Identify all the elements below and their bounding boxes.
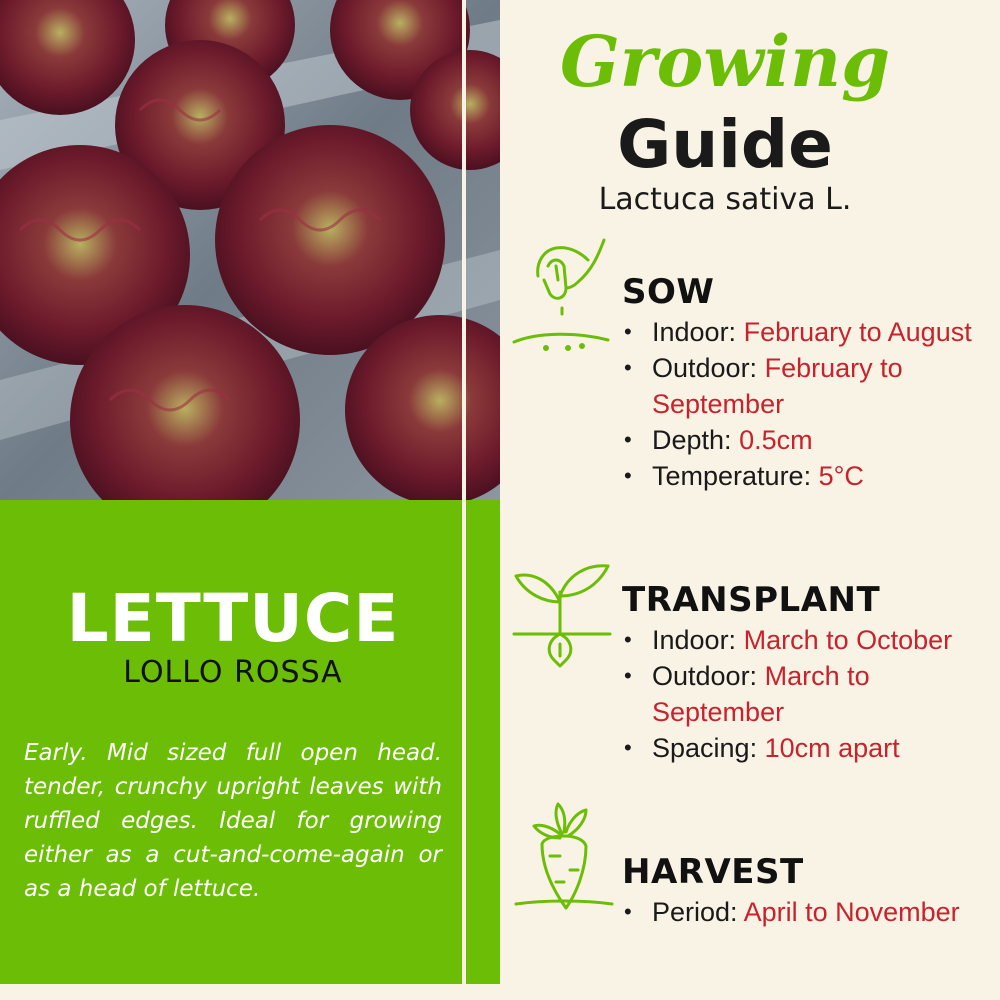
column-divider	[462, 0, 466, 984]
item-value: 5°C	[818, 461, 864, 491]
list-item	[622, 894, 992, 930]
list-item	[622, 730, 992, 766]
list-item	[622, 622, 992, 658]
item-label: Outdoor:	[652, 661, 758, 691]
sow-list	[622, 314, 992, 494]
guide-heading-script: Growing	[559, 20, 891, 103]
item-value: 10cm apart	[764, 733, 900, 763]
item-label: Depth:	[652, 425, 732, 455]
item-label: Spacing:	[652, 733, 758, 763]
product-name: LETTUCE	[66, 580, 400, 657]
lettuce-photo	[0, 0, 500, 500]
bottom-border	[0, 984, 1000, 1000]
item-label: Indoor:	[652, 317, 737, 347]
item-value: 0.5cm	[739, 425, 813, 455]
list-item	[622, 422, 992, 458]
item-value: February to August	[743, 317, 972, 347]
transplant-section	[622, 580, 992, 766]
item-label: Period:	[652, 897, 738, 927]
product-variety: LOLLO ROSSA	[123, 655, 343, 690]
item-label: Temperature:	[652, 461, 812, 491]
item-value: February to September	[652, 353, 903, 419]
list-item	[622, 658, 992, 730]
guide-heading-bold: Guide	[617, 106, 833, 183]
harvest-section	[622, 852, 992, 930]
carrot-icon	[514, 800, 614, 918]
item-value: April to November	[743, 897, 960, 927]
list-item	[622, 458, 992, 494]
sow-section	[622, 272, 992, 494]
sow-title: SOW	[622, 272, 715, 312]
harvest-title: HARVEST	[622, 852, 804, 892]
lettuce-photo-illustration	[0, 0, 500, 500]
hand-sowing-seed-icon	[508, 236, 614, 356]
latin-name: Lactuca sativa L.	[598, 182, 852, 217]
transplant-list	[622, 622, 992, 766]
harvest-list	[622, 894, 992, 930]
list-item	[622, 314, 992, 350]
transplant-title: TRANSPLANT	[622, 580, 881, 620]
item-value: March to September	[652, 661, 870, 727]
item-label: Outdoor:	[652, 353, 758, 383]
list-item	[622, 350, 992, 422]
item-value: March to October	[743, 625, 953, 655]
seedling-roots-icon	[510, 556, 614, 672]
product-description: Early. Mid sized full open head. tender, crunchy upright leaves with ruffled edges. Ideal for growing either as a cut-and-come-again or as a head of lettuce.	[24, 740, 442, 902]
item-label: Indoor:	[652, 625, 737, 655]
